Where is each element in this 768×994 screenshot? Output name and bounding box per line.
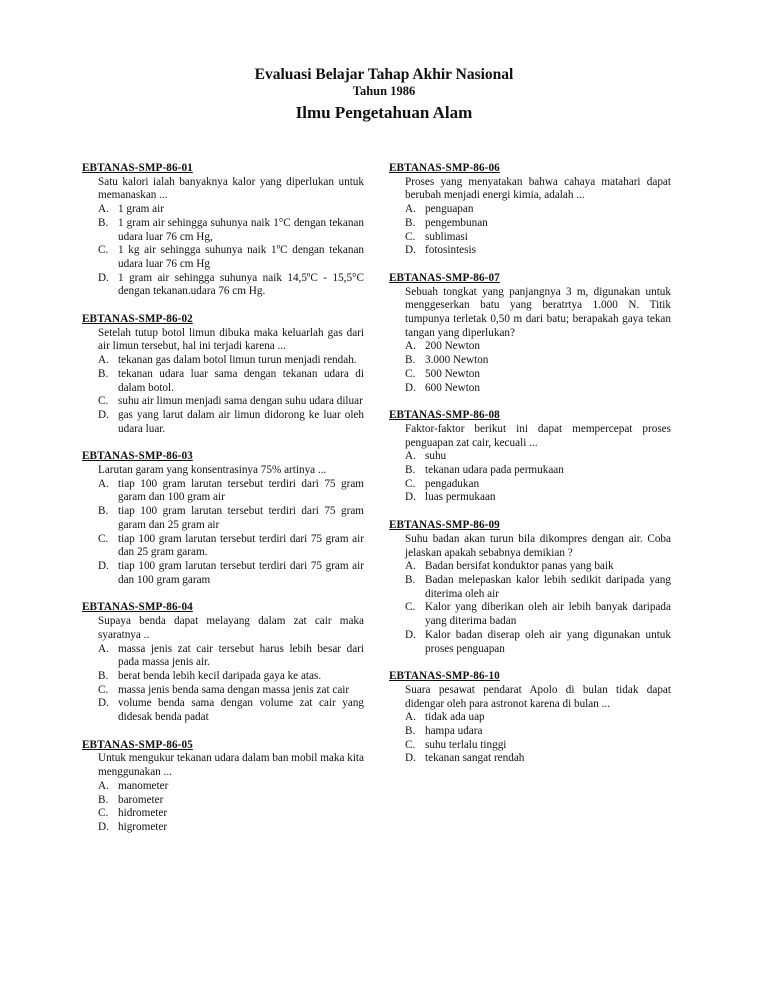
- question-id: EBTANAS-SMP-86-08: [389, 409, 500, 422]
- option-letter: D.: [405, 244, 416, 257]
- answer-option: [82, 643, 364, 670]
- option-letter: C.: [405, 367, 416, 380]
- option-text: gas yang larut dalam air limun didorong ke luar oleh udara luar.: [118, 408, 364, 435]
- option-letter: C.: [98, 244, 109, 257]
- option-text: volume benda sama dengan volume zat cair yang didesak benda padat: [118, 697, 364, 724]
- option-text: Kalor badan diserap oleh air yang digunakan untuk proses penguapan: [425, 628, 671, 655]
- answer-option: [82, 368, 364, 395]
- option-text: suhu terlalu tinggi: [425, 738, 507, 751]
- exam-title: Evaluasi Belajar Tahap Akhir Nasional: [254, 66, 514, 83]
- answer-option: [82, 560, 364, 587]
- answer-option: [389, 601, 671, 628]
- option-letter: A.: [405, 340, 416, 353]
- question-stem: Suara pesawat pendarat Apolo di bulan tidak dapat didengar oleh para astronot karena di bulan ...: [405, 683, 671, 710]
- option-text: 600 Newton: [425, 381, 480, 394]
- answer-options: [389, 711, 671, 766]
- option-text: 3.000 Newton: [425, 354, 489, 367]
- option-letter: A.: [98, 203, 109, 216]
- answer-option: [82, 821, 364, 835]
- answer-option: [82, 807, 364, 821]
- option-text: 500 Newton: [425, 367, 480, 380]
- option-letter: D.: [98, 559, 109, 572]
- answer-option: [82, 670, 364, 684]
- answer-option: [82, 203, 364, 217]
- option-text: Badan bersifat konduktor panas yang baik: [425, 560, 614, 573]
- answer-options: [389, 340, 671, 395]
- question-id: EBTANAS-SMP-86-05: [82, 738, 193, 751]
- answer-option: [389, 464, 671, 478]
- option-letter: B.: [405, 216, 416, 229]
- option-text: tekanan udara pada permukaan: [425, 464, 564, 477]
- option-text: hidrometer: [118, 807, 168, 820]
- question-stem: Sebuah tongkat yang panjangnya 3 m, digunakan untuk menggeserkan batu yang beratrtya 1.000 N. Titik tumpunya terletak 0,50 m dari batu; berapakah gaya tekan tangan yang diperlukan?: [405, 285, 671, 339]
- option-letter: C.: [98, 395, 109, 408]
- answer-option: [82, 684, 364, 698]
- answer-option: [82, 697, 364, 724]
- option-letter: D.: [98, 820, 109, 833]
- question-id: EBTANAS-SMP-86-06: [389, 162, 500, 174]
- option-letter: D.: [98, 697, 109, 710]
- option-letter: C.: [405, 230, 416, 243]
- option-text: berat benda lebih kecil daripada gaya ke atas.: [118, 669, 322, 682]
- option-text: suhu air limun menjadi sama dengan suhu udara diluar: [118, 395, 363, 408]
- answer-option: [82, 794, 364, 808]
- answer-options: [82, 780, 364, 835]
- answer-option: [389, 368, 671, 382]
- question-block: [389, 162, 671, 258]
- option-text: tiap 100 gram larutan tersebut terdiri dari 75 gram garam dan 100 gram air: [118, 477, 364, 504]
- question-id: EBTANAS-SMP-86-02: [82, 313, 193, 326]
- option-text: 1 gram air sehingga suhunya naik 14,5ºC - 15,5°C dengan tekanan.udara 76 cm Hg.: [118, 271, 364, 298]
- option-text: tekanan udara luar sama dengan tekanan udara di dalam botol.: [118, 367, 364, 394]
- question-block: [82, 450, 364, 587]
- answer-option: [389, 244, 671, 258]
- question-block: [389, 272, 671, 395]
- option-text: barometer: [118, 793, 164, 806]
- option-text: 200 Newton: [425, 340, 480, 353]
- option-text: higrometer: [118, 820, 168, 833]
- answer-option: [389, 574, 671, 601]
- option-text: 1 kg air sehingga suhunya naik 1ºC dengan tekanan udara luar 76 cm Hg: [118, 244, 364, 270]
- question-stem: Larutan garam yang konsentrasinya 75% artinya ...: [98, 464, 327, 477]
- option-letter: B.: [98, 793, 109, 806]
- option-text: penguapan: [425, 203, 474, 216]
- option-letter: C.: [405, 601, 416, 614]
- answer-options: [82, 643, 364, 725]
- option-text: massa jenis benda sama dengan massa jenis zat cair: [118, 683, 350, 696]
- answer-option: [82, 244, 364, 271]
- question-id: EBTANAS-SMP-86-10: [389, 670, 500, 683]
- option-letter: A.: [98, 477, 109, 490]
- question-id: EBTANAS-SMP-86-03: [82, 450, 193, 463]
- option-text: hampa udara: [425, 725, 483, 738]
- option-letter: B.: [405, 725, 416, 738]
- answer-options: [389, 560, 671, 656]
- answer-option: [389, 478, 671, 492]
- option-text: luas permukaan: [425, 491, 496, 504]
- right-column: [389, 162, 671, 780]
- option-letter: C.: [98, 532, 109, 545]
- option-letter: D.: [405, 752, 416, 765]
- question-block: [82, 162, 364, 299]
- question-block: [389, 519, 671, 656]
- question-stem: Untuk mengukur tekanan udara dalam ban mobil maka kita menggunakan ...: [98, 752, 364, 779]
- option-letter: D.: [98, 271, 109, 284]
- option-letter: A.: [98, 642, 109, 655]
- answer-option: [82, 780, 364, 794]
- answer-option: [389, 354, 671, 368]
- question-block: [82, 739, 364, 835]
- exam-subject: Ilmu Pengetahuan Alam: [295, 103, 473, 122]
- answer-option: [82, 395, 364, 409]
- option-text: 1 gram air: [118, 203, 164, 216]
- option-letter: A.: [405, 711, 416, 724]
- option-letter: D.: [405, 491, 416, 504]
- question-stem: Faktor-faktor berikut ini dapat mempercepat proses penguapan zat cair, kecuali ...: [405, 422, 671, 449]
- answer-option: [82, 505, 364, 532]
- option-letter: B.: [405, 464, 416, 477]
- question-stem: Supaya benda dapat melayang dalam zat cair maka syaratnya ..: [98, 615, 364, 641]
- answer-option: [389, 739, 671, 753]
- answer-option: [389, 450, 671, 464]
- answer-options: [82, 478, 364, 588]
- option-text: massa jenis zat cair tersebut harus lebih besar dari pada massa jenis air.: [118, 642, 364, 669]
- question-stem: Suhu badan akan turun bila dikompres dengan air. Coba jelaskan apakah sebabnya demikian ?: [405, 532, 671, 559]
- answer-options: [82, 203, 364, 299]
- option-letter: C.: [98, 683, 109, 696]
- option-letter: A.: [405, 203, 416, 216]
- question-id: EBTANAS-SMP-86-04: [82, 601, 193, 614]
- answer-options: [389, 203, 671, 258]
- answer-option: [389, 752, 671, 766]
- option-text: Kalor yang diberikan oleh air lebih banyak daripada yang diterima badan: [425, 601, 671, 628]
- option-text: fotosintesis: [425, 244, 476, 257]
- question-id: EBTANAS-SMP-86-09: [389, 519, 500, 532]
- option-letter: C.: [405, 738, 416, 751]
- option-letter: B.: [405, 354, 416, 367]
- option-letter: B.: [405, 573, 416, 586]
- question-id: EBTANAS-SMP-86-07: [389, 271, 500, 284]
- option-letter: C.: [405, 477, 416, 490]
- answer-option: [389, 725, 671, 739]
- option-letter: C.: [98, 807, 109, 820]
- option-letter: D.: [405, 628, 416, 641]
- option-letter: B.: [98, 367, 109, 380]
- answer-option: [389, 231, 671, 245]
- answer-option: [389, 711, 671, 725]
- answer-option: [389, 340, 671, 354]
- question-stem: Proses yang menyatakan bahwa cahaya matahari dapat berubah menjadi energi kimia, adalah ...: [405, 175, 671, 202]
- option-text: tekanan sangat rendah: [425, 752, 525, 765]
- option-text: 1 gram air sehingga suhunya naik 1°C dengan tekanan udara luar 76 cm Hg,: [118, 216, 364, 243]
- exam-year: Tahun 1986: [352, 84, 416, 98]
- answer-option: [389, 491, 671, 505]
- option-text: tiap 100 gram larutan tersebut terdiri dari 75 gram garam dan 25 gram air: [118, 505, 364, 531]
- option-text: pengadukan: [425, 477, 480, 490]
- option-text: pengembunan: [425, 216, 488, 229]
- option-text: manometer: [118, 779, 169, 792]
- answer-option: [82, 217, 364, 244]
- option-letter: D.: [405, 381, 416, 394]
- left-column: [82, 162, 364, 849]
- option-text: Badan melepaskan kalor lebih sedikit daripada yang diterima oleh air: [425, 573, 671, 600]
- question-block: [389, 670, 671, 766]
- question-stem: Setelah tutup botol limun dibuka maka keluarlah gas dari air limun tersebut, hal ini terjadi karena ...: [98, 326, 364, 353]
- answer-option: [389, 382, 671, 396]
- answer-option: [82, 409, 364, 436]
- option-letter: A.: [98, 354, 109, 367]
- question-stem: Satu kalori ialah banyaknya kalor yang diperlukan untuk memanaskan ...: [98, 175, 364, 202]
- answer-option: [82, 272, 364, 299]
- option-text: suhu: [425, 450, 447, 463]
- answer-option: [82, 478, 364, 505]
- question-block: [82, 601, 364, 724]
- option-letter: B.: [98, 669, 109, 682]
- option-text: tidak ada uap: [425, 711, 485, 724]
- option-letter: D.: [98, 408, 109, 421]
- answer-options: [82, 354, 364, 436]
- answer-option: [389, 560, 671, 574]
- answer-option: [82, 533, 364, 560]
- option-letter: B.: [98, 505, 109, 518]
- option-text: sublimasi: [425, 230, 468, 243]
- option-letter: A.: [98, 779, 109, 792]
- question-id: EBTANAS-SMP-86-01: [82, 162, 193, 174]
- answer-option: [389, 629, 671, 656]
- answer-option: [389, 203, 671, 217]
- option-text: tiap 100 gram larutan tersebut terdiri dari 75 gram air dan 100 gram garam: [118, 559, 364, 586]
- answer-option: [82, 354, 364, 368]
- option-letter: B.: [98, 216, 109, 229]
- answer-options: [389, 450, 671, 505]
- question-block: [389, 409, 671, 505]
- answer-option: [389, 217, 671, 231]
- option-text: tekanan gas dalam botol limun turun menjadi rendah.: [118, 354, 357, 367]
- option-letter: A.: [405, 450, 416, 463]
- question-block: [82, 313, 364, 436]
- option-letter: A.: [405, 560, 416, 573]
- option-text: tiap 100 gram larutan tersebut terdiri dari 75 gram air dan 25 gram garam.: [118, 532, 364, 559]
